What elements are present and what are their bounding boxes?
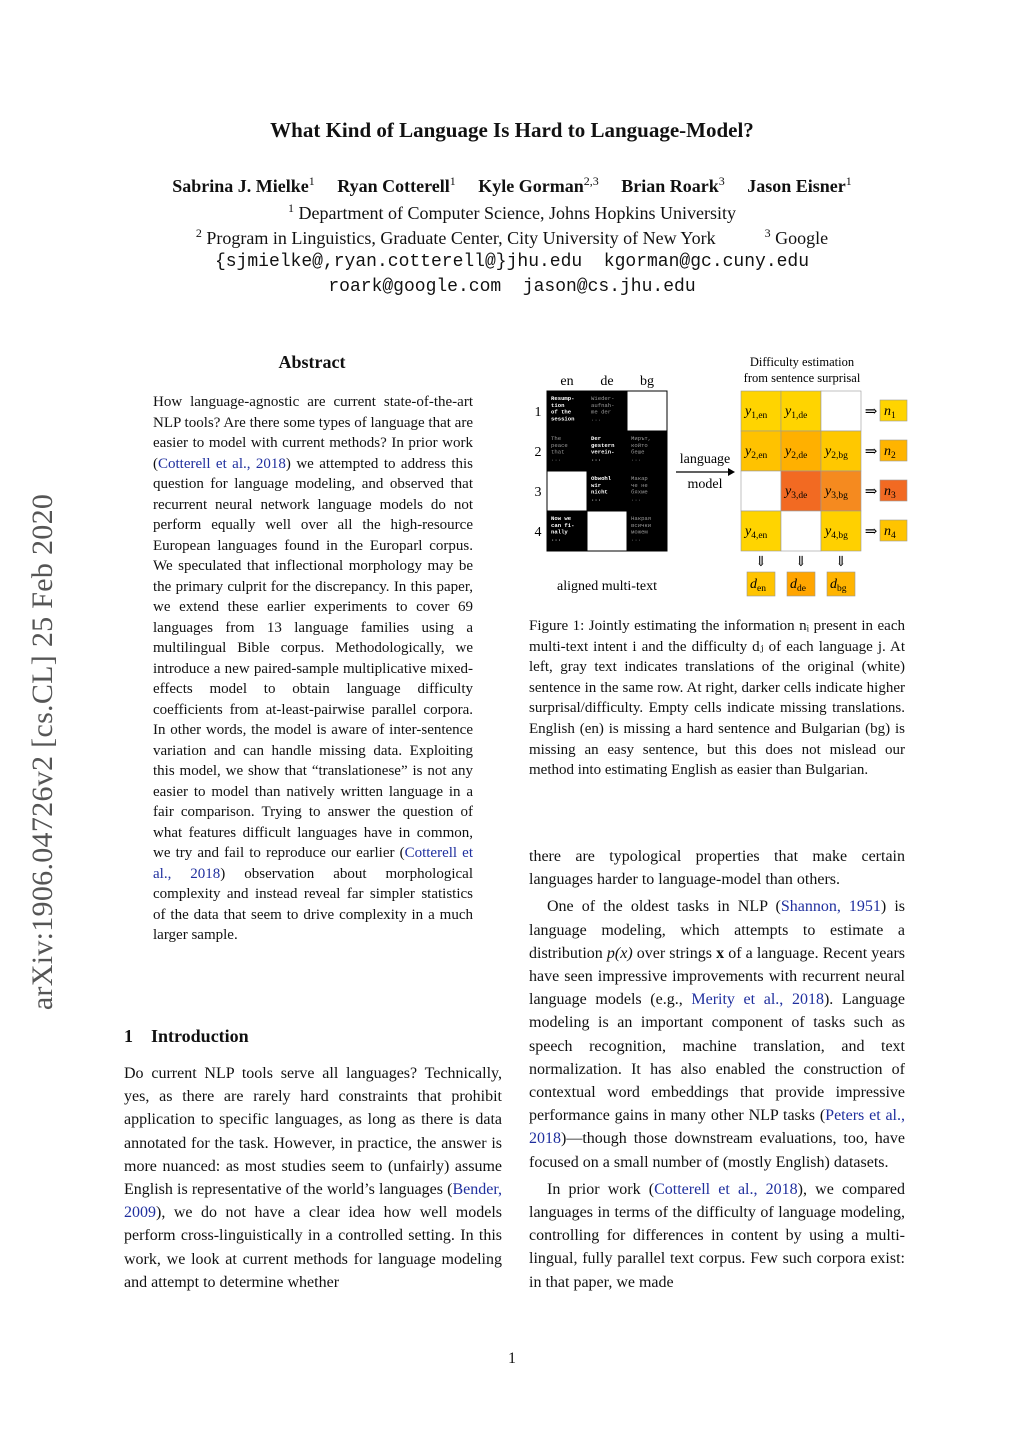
- author: Kyle Gorman$^{2,3}$: [478, 174, 599, 196]
- column-label: de: [600, 374, 614, 389]
- cell-text-line: бяхме: [631, 488, 648, 496]
- surprisal-subscript: 1,de: [791, 411, 808, 421]
- cell-text-line: който: [631, 441, 648, 449]
- right-column-text: [529, 845, 905, 1294]
- column-label: bg: [640, 374, 654, 389]
- arrow-label: model: [687, 477, 723, 492]
- cell-text-line: session: [551, 415, 575, 423]
- cell-text-line: me der: [591, 408, 612, 416]
- surprisal-var: y: [785, 444, 792, 459]
- figure-1: [528, 350, 912, 605]
- citation-link[interactable]: Peters et al., 2018: [529, 1107, 906, 1148]
- surprisal-subscript: 4,bg: [831, 531, 848, 541]
- surprisal-subscript: 2,de: [791, 451, 808, 461]
- cell-text-line: aufnah-: [591, 401, 615, 409]
- cell-text-line: wir: [591, 481, 602, 489]
- surprisal-subscript: 2,bg: [831, 451, 848, 461]
- surprisal-var: y: [785, 484, 792, 499]
- cell-text-line: ...: [551, 455, 562, 463]
- surprisal-cell: [781, 511, 821, 551]
- intro-paragraph: Do current NLP tools serve all languages? Technically, yes, as there are rarely hard constraints that prohibit application to specific languages, as long as there is data annotated for the task. However, in practice, the answer is more nuanced: as most studies seem to (unfairly) assume English is representative of the world’s languages (Bender, 2009), we do not have a clear idea how well models perform cross-linguistically in a controlled setting. In this work, we look at current methods for language modeling and attempt to determine whether: [124, 1065, 502, 1291]
- implies-arrow: ⇒: [864, 444, 878, 460]
- paragraph: In prior work (Cotterell et al., 2018), we compared languages in terms of the difficulty of language modeling, controlling for differences in content by using a multi-lingual, fully parallel text corpus. Few such corpora exist: in that paper, we made: [529, 1180, 906, 1291]
- d-subscript: de: [797, 584, 806, 594]
- surprisal-var: y: [785, 404, 792, 419]
- cell-text-line: ...: [591, 455, 602, 463]
- cell-text-line: gestern: [591, 441, 615, 449]
- cell-text-line: that: [551, 448, 565, 456]
- row-label: 1: [534, 405, 542, 420]
- cell-text-line: nicht: [591, 488, 608, 496]
- cell-text-line: ...: [591, 415, 602, 423]
- n-var: n: [884, 404, 891, 419]
- surprisal-cell: [741, 471, 781, 511]
- row-label: 3: [534, 485, 542, 500]
- cell-text-line: ...: [551, 535, 562, 543]
- d-var: d: [750, 577, 757, 592]
- cell-text-line: ...: [631, 455, 642, 463]
- surprisal-var: y: [825, 484, 832, 499]
- implies-arrow: ⇒: [864, 484, 878, 500]
- cell-text-line: Der: [591, 435, 602, 442]
- column-label: en: [560, 374, 574, 389]
- surprisal-subscript: 4,en: [751, 531, 768, 541]
- email-line-1: {sjmielke@,ryan.cotterell@}jhu.edu kgorman@gc.cuny.edu: [214, 252, 810, 272]
- paragraph: there are typological properties that make certain languages harder to language-model than others.: [529, 848, 905, 889]
- citation-link[interactable]: Merity et al., 2018: [691, 991, 824, 1009]
- cell-text-line: беше: [631, 448, 645, 456]
- citation-link[interactable]: Shannon, 1951: [780, 898, 881, 916]
- figure-right-title: Difficulty estimation: [749, 355, 855, 369]
- n-subscript: 1: [891, 411, 896, 421]
- page-number: 1: [508, 1350, 516, 1367]
- author: Ryan Cotterell$^1$: [337, 174, 456, 196]
- cell-text-line: Resump-: [551, 395, 575, 402]
- figure-caption: Figure 1: Jointly estimating the information nᵢ present in each multi-text intent i and the difficulty dⱼ of each language j. At left, gray text indicates translations of the original (white) sentence in the same row. At right, darker cells indicate higher surprisal/difficulty. Empty cells indicate missing translations. English (en) is missing a hard sentence and Bulgarian (bg) is missing an easy sentence, but this does not mislead our method into estimating English as easier than Bulgarian.: [529, 618, 905, 779]
- down-arrow: ⇓: [755, 555, 767, 570]
- cell-text-line: Накрая: [631, 515, 652, 522]
- surprisal-subscript: 3,bg: [831, 491, 848, 501]
- arxiv-sidebar: [12, 452, 74, 1052]
- cell-text-line: tion: [551, 401, 565, 409]
- grid-cell: [547, 471, 587, 511]
- surprisal-var: y: [825, 524, 832, 539]
- author: Sabrina J. Mielke$^1$: [172, 174, 315, 196]
- surprisal-subscript: 1,en: [751, 411, 768, 421]
- n-var: n: [884, 444, 891, 459]
- n-subscript: 3: [891, 491, 896, 501]
- row-label: 4: [534, 525, 542, 540]
- author-list: [0, 174, 1024, 197]
- surprisal-cell: [821, 391, 861, 431]
- email-line-2: roark@google.com jason@cs.jhu.edu: [328, 277, 696, 297]
- cell-text-line: Obwohl: [591, 475, 612, 482]
- paragraph: One of the oldest tasks in NLP (Shannon, 1951) is language modeling, which attempts to estimate a distribution p(x) over strings x of a language. Recent years have seen impressive improvements with recurrent neural language models (e.g., Merity et al., 2018). Language modeling is an important component of tasks such as speech recognition, machine translation, and text normalization. It has also enabled the construction of contextual word embeddings that provide impressive performance gains in many other NLP tasks (Peters et al., 2018)—though those downstream evaluations, too, have focused on a small number of (mostly English) datasets.: [529, 898, 906, 1171]
- surprisal-subscript: 2,en: [751, 451, 768, 461]
- arrow-label: language: [679, 452, 731, 467]
- surprisal-subscript: 3,de: [791, 491, 808, 501]
- implies-arrow: ⇒: [864, 524, 878, 540]
- down-arrow: ⇓: [795, 555, 807, 570]
- cell-text-line: of the: [551, 408, 572, 416]
- d-subscript: en: [757, 584, 766, 594]
- cell-text-line: че не: [631, 481, 648, 489]
- citation-link[interactable]: Cotterell et al., 2018: [654, 1180, 798, 1198]
- cell-text-line: Макар: [631, 475, 648, 482]
- figure-right-title: from sentence surprisal: [743, 371, 861, 385]
- n-subscript: 2: [891, 451, 896, 461]
- arxiv-id: arXiv:1906.04726v2 [cs.CL] 25 Feb 2020: [26, 493, 60, 1011]
- section-heading: 1 Introduction: [124, 1026, 249, 1046]
- abstract-heading: Abstract: [278, 352, 346, 372]
- cell-text-line: можем: [631, 528, 648, 536]
- cell-text-line: peace: [551, 441, 568, 449]
- surprisal-var: y: [745, 444, 752, 459]
- grid-cell: [627, 391, 667, 431]
- d-subscript: bg: [837, 584, 847, 594]
- cell-text-line: Мирът,: [631, 435, 652, 442]
- cell-text-line: ...: [631, 495, 642, 503]
- cell-text-line: verein-: [591, 448, 615, 456]
- citation-link[interactable]: Cotterell et al., 2018: [158, 455, 286, 472]
- citation-link[interactable]: Cotterell et al., 2018: [153, 845, 474, 882]
- down-arrow: ⇓: [835, 555, 847, 570]
- implies-arrow: ⇒: [864, 404, 878, 420]
- cell-text-line: ...: [591, 495, 602, 503]
- cell-text-line: can fi-: [551, 521, 575, 529]
- surprisal-var: y: [745, 404, 752, 419]
- author: Jason Eisner$^1$: [747, 174, 852, 196]
- paper-title: What Kind of Language Is Hard to Language-Model?: [270, 118, 754, 142]
- row-label: 2: [534, 445, 542, 460]
- surprisal-var: y: [745, 524, 752, 539]
- abstract-body: How language-agnostic are current state-of-the-art NLP tools? Are there some types of language that are easier to model with current methods? In prior work (Cotterell et al., 2018) we attempted to address this question for language modeling, and observed that recurrent neural network language models do not perform equally well over all the high-resource European languages found in the Europarl corpus. We speculated that inflectional morphology may be the primary culprit for the discrepancy. In this paper, we extend these earlier experiments to cover 69 languages from 13 language families using a multilingual Bible corpus. Methodologically, we introduce a new paired-sample multiplicative mixed-effects model to obtain language difficulty coefficients from at-least-pairwise parallel corpora. In other words, the model is aware of inter-sentence variation and can handle missing data. Exploiting this model, we show that “translationese” is not any easier to model than natively written language in a fair comparison. Trying to answer the question of what features difficult languages have in common, we try and fail to reproduce our earlier (Cotterell et al., 2018) observation about morphological complexity and instead reveal far simpler statistics of the data that seem to drive complexity in a much larger sample.: [153, 394, 474, 943]
- n-var: n: [884, 524, 891, 539]
- cell-text-line: nally: [551, 528, 568, 536]
- figure-left-caption: aligned multi-text: [557, 579, 657, 594]
- cell-text-line: The: [551, 435, 562, 442]
- cell-text-line: ...: [631, 535, 642, 543]
- n-var: n: [884, 484, 891, 499]
- surprisal-var: y: [825, 444, 832, 459]
- citation-link[interactable]: Bender, 2009: [124, 1181, 502, 1222]
- d-var: d: [790, 577, 797, 592]
- cell-text-line: всички: [631, 521, 652, 529]
- d-var: d: [830, 577, 837, 592]
- cell-text-line: Wieder-: [591, 395, 615, 402]
- grid-cell: [587, 511, 627, 551]
- arrow-head: [728, 468, 735, 476]
- author: Brian Roark$^3$: [621, 174, 725, 196]
- affiliation-line-2: $^2$ Program in Linguistics, Graduate Center, City University of New York $^3$ Google: [195, 226, 829, 248]
- cell-text-line: Now we: [551, 515, 572, 522]
- affiliation-line-1: $^1$ Department of Computer Science, Johns Hopkins University: [288, 201, 736, 223]
- n-subscript: 4: [891, 531, 896, 541]
